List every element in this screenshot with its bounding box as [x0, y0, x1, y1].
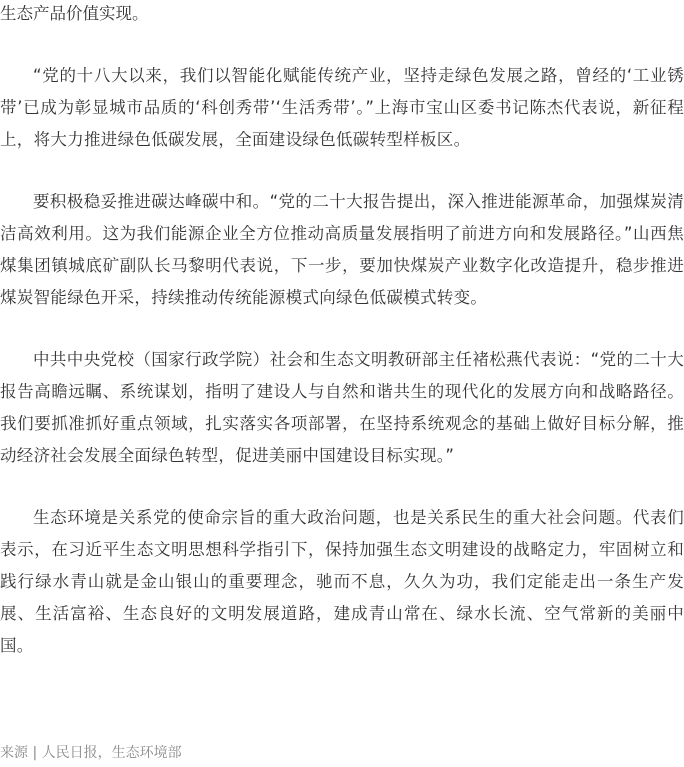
paragraph-4: 生态环境是关系党的使命宗旨的重大政治问题，也是关系民生的重大社会问题。代表们表示，在习近平生态文明思想科学指引下，保持加强生态文明建设的战略定力，牢固树立和践行绿水青山就是金山银山的重要理念，驰而不息，久久为功，我们定能走出一条生产发展、生活富裕、生态良好的文明发展道路，建成青山常在、绿水长流、空气常新的美丽中国。	[0, 508, 684, 655]
lead-fragment: 生态产品价值实现。	[0, 4, 149, 23]
paragraph-1: “党的十八大以来，我们以智能化赋能传统产业，坚持走绿色发展之路，曾经的‘工业锈带’已成为彰显城市品质的‘科创秀带’‘生活秀带’。”上海市宝山区委书记陈杰代表说，新征程上，将大力推进绿色低碳发展，全面建设绿色低碳转型样板区。	[0, 66, 684, 149]
paragraph-2: 要积极稳妥推进碳达峰碳中和。“党的二十大报告提出，深入推进能源革命，加强煤炭清洁高效利用。这为我们能源企业全方位推动高质量发展指明了前进方向和发展路径。”山西焦煤集团镇城底矿副队长马黎明代表说，下一步，要加快煤炭产业数字化改造提升，稳步推进煤炭智能绿色开采，持续推动传统能源模式向绿色低碳模式转变。	[0, 192, 684, 307]
paragraph-gap	[0, 30, 684, 60]
paragraph-gap	[0, 156, 684, 186]
paragraph-3: 中共中央党校（国家行政学院）社会和生态文明教研部主任褚松燕代表说：“党的二十大报告高瞻远瞩、系统谋划，指明了建设人与自然和谐共生的现代化的发展方向和战略路径。我们要抓准抓好重点领域，扎实落实各项部署，在坚持系统观念的基础上做好目标分解，推动经济社会发展全面绿色转型，促进美丽中国建设目标实现。”	[0, 350, 684, 465]
source-line: 来源 | 人民日报，生态环境部	[0, 745, 182, 761]
paragraph-gap	[0, 314, 684, 344]
paragraph-gap	[0, 472, 684, 502]
